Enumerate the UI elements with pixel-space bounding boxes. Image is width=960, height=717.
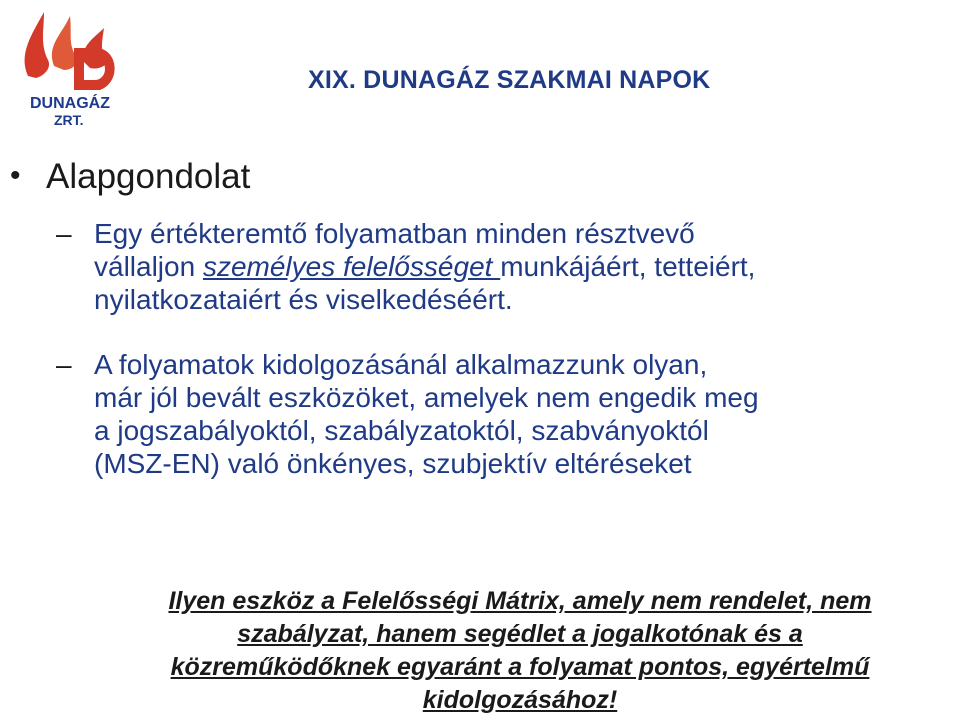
logo-flame-middle (52, 16, 77, 70)
conference-title: XIX. DUNAGÁZ SZAKMAI NAPOK (308, 66, 711, 94)
item1-line2 (94, 250, 954, 283)
logo-text-bottom: ZRT. (54, 112, 84, 128)
item1-line1: Egy értékteremtő folyamatban minden résztvevő (94, 218, 695, 249)
dash-marker: – (56, 218, 72, 249)
item2-line3: a jogszabályoktól, szabályzatoktól, szabványoktól (94, 415, 709, 446)
dunagaz-logo-graphic (14, 4, 134, 128)
item1-line3: nyilatkozataiért és viselkedéséért. (94, 284, 513, 315)
dash-marker: – (56, 349, 72, 380)
item1-line2-suffix: munkájáért, tetteiért, (500, 251, 756, 282)
heading-text: Alapgondolat (46, 157, 251, 196)
item2-line4: (MSZ-EN) való önkényes, szubjektív eltéréseket (94, 448, 692, 479)
company-logo (14, 4, 134, 128)
footnote-line4: kidolgozásához! (422, 686, 618, 714)
item1-line2-prefix: vállaljon (94, 251, 203, 282)
logo-flame-left (25, 12, 49, 78)
footnote-line2: szabályzat, hanem segédlet a jogalkotónak és a (237, 620, 803, 648)
sub-item-responsibility (56, 217, 954, 316)
footnote-line1: Ilyen eszköz a Felelősségi Mátrix, amely nem rendelet, nem (168, 587, 872, 615)
item1-emphasis: személyes felelősséget (202, 251, 501, 282)
sub-item-tools (56, 348, 960, 480)
bullet-marker: • (10, 159, 21, 192)
item2-line1: A folyamatok kidolgozásánál alkalmazzunk olyan, (94, 349, 708, 380)
logo-d-letter (74, 48, 115, 90)
footnote-statement (80, 585, 960, 717)
item2-line2: már jól bevált eszközöket, amelyek nem engedik meg (94, 382, 759, 413)
logo-text-top: DUNAGÁZ (30, 95, 110, 112)
main-heading (10, 157, 250, 197)
footnote-line3: közreműködőknek egyaránt a folyamat pontos, egyértelmű (170, 653, 870, 681)
